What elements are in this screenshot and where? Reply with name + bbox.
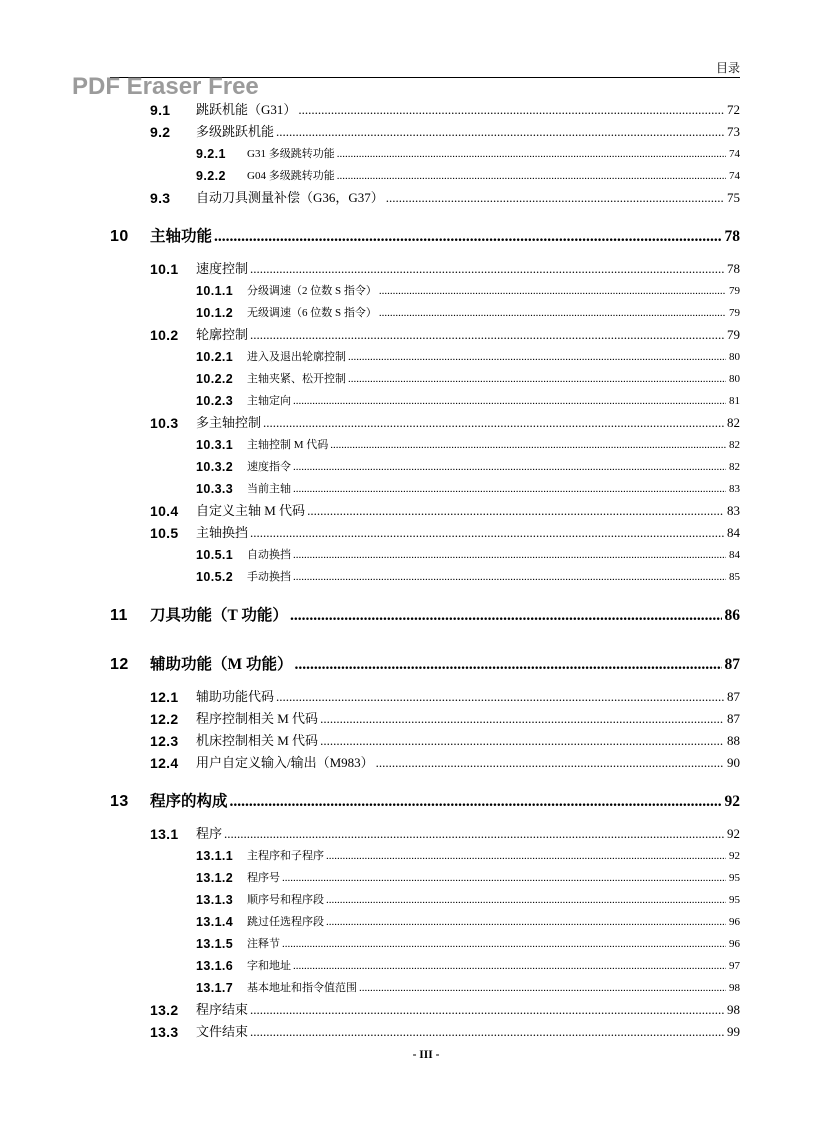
toc-entry-number: 12 <box>110 656 129 673</box>
dot-leader <box>320 730 724 752</box>
toc-entry-title: 辅助功能（M 功能） <box>150 656 293 673</box>
dot-leader <box>320 708 724 730</box>
toc-entry-title: 速度控制 <box>196 261 249 276</box>
toc-entry-number: 10.2.3 <box>196 394 234 408</box>
toc-entry-page: 82 <box>727 415 740 430</box>
toc-entry-title: 文件结束 <box>196 1024 249 1039</box>
toc-entry-title: 顺序号和程序段 <box>247 894 324 906</box>
toc-subsection-entry[interactable] <box>110 845 740 867</box>
dot-leader <box>330 434 726 456</box>
toc-subsection-entry[interactable] <box>110 346 740 368</box>
toc-entry-page: 83 <box>729 483 740 495</box>
toc-entry-number: 13.2 <box>150 1002 179 1018</box>
toc-entry-number: 12.3 <box>150 733 179 749</box>
toc-entry-page: 84 <box>729 549 740 561</box>
dot-leader <box>290 605 722 627</box>
toc-subsection-entry[interactable] <box>110 977 740 999</box>
toc-entry-title: 程序号 <box>247 872 280 884</box>
toc-section-entry[interactable] <box>110 823 740 845</box>
toc-entry-title: 程序 <box>196 826 223 841</box>
toc-entry-title: G31 多级跳转功能 <box>247 148 335 160</box>
toc-entry-page: 98 <box>727 1002 740 1017</box>
toc-entry-title: 跳跃机能（G31） <box>196 102 297 117</box>
toc-entry-title: G04 多级跳转功能 <box>247 170 335 182</box>
toc-entry-title: 基本地址和指令值范围 <box>247 982 357 994</box>
dot-leader <box>293 478 726 500</box>
toc-entry-page: 78 <box>727 261 740 276</box>
dot-leader <box>250 324 724 346</box>
toc-entry-number: 9.2 <box>150 124 171 140</box>
toc-entry-page: 75 <box>727 190 740 205</box>
toc-entry-number: 10.1 <box>150 261 179 277</box>
toc-entry-number: 10.2 <box>150 327 179 343</box>
dot-leader <box>307 500 724 522</box>
dot-leader <box>293 544 726 566</box>
toc-entry-page: 80 <box>729 351 740 363</box>
dot-leader <box>326 845 726 867</box>
toc-entry-page: 99 <box>727 1024 740 1039</box>
dot-leader <box>376 752 724 774</box>
toc-section-entry[interactable] <box>110 708 740 730</box>
dot-leader <box>326 911 726 933</box>
toc-entry-title: 主轴功能 <box>150 228 213 245</box>
toc-entry-number: 12.2 <box>150 711 179 727</box>
toc-entry-title: 自定义主轴 M 代码 <box>196 503 306 518</box>
toc-entry-page: 95 <box>729 872 740 884</box>
toc-entry-title: 注释节 <box>247 938 280 950</box>
toc-subsection-entry[interactable] <box>110 955 740 977</box>
toc-subsection-entry[interactable] <box>110 368 740 390</box>
toc-entry-number: 13.1.5 <box>196 937 234 951</box>
toc-entry-number: 13.1.2 <box>196 871 234 885</box>
toc-entry-page: 96 <box>729 916 740 928</box>
toc-section-entry[interactable] <box>110 121 740 143</box>
toc-entry-title: 主轴定向 <box>247 395 291 407</box>
toc-entry-title: 主轴换挡 <box>196 525 249 540</box>
toc-chapter-entry[interactable] <box>110 791 740 813</box>
toc-subsection-entry[interactable] <box>110 478 740 500</box>
toc-subsection-entry[interactable] <box>110 434 740 456</box>
toc-entry-title: 手动换挡 <box>247 571 291 583</box>
dot-leader <box>295 654 722 676</box>
toc-entry-page: 85 <box>729 571 740 583</box>
dot-leader <box>359 977 726 999</box>
toc-entry-page: 84 <box>727 525 740 540</box>
toc-entry-page: 88 <box>727 733 740 748</box>
toc-entry-page: 78 <box>724 228 740 245</box>
toc-section-entry[interactable] <box>110 99 740 121</box>
toc-entry-number: 10.2.1 <box>196 350 234 364</box>
toc-entry-title: 主程序和子程序 <box>247 850 324 862</box>
toc-entry-page: 92 <box>727 826 740 841</box>
toc-entry-number: 10 <box>110 228 129 245</box>
toc-entry-number: 10.3 <box>150 415 179 431</box>
toc-subsection-entry[interactable] <box>110 143 740 165</box>
toc-entry-page: 74 <box>729 148 740 160</box>
toc-entry-number: 10.3.2 <box>196 460 234 474</box>
toc-entry-title: 速度指令 <box>247 461 291 473</box>
toc-entry-number: 12.1 <box>150 689 179 705</box>
toc-section-entry[interactable] <box>110 324 740 346</box>
dot-leader <box>276 121 724 143</box>
dot-leader <box>230 791 722 813</box>
toc-entry-page: 98 <box>729 982 740 994</box>
toc-entry-page: 90 <box>727 755 740 770</box>
toc-entry-title: 机床控制相关 M 代码 <box>196 733 319 748</box>
toc-entry-title: 用户自定义输入/输出（M983） <box>196 755 374 770</box>
toc-entry-number: 10.2.2 <box>196 372 234 386</box>
dot-leader <box>293 566 726 588</box>
toc-entry-number: 13.1.7 <box>196 981 234 995</box>
dot-leader <box>379 280 726 302</box>
toc-entry-title: 多级跳跃机能 <box>196 124 275 139</box>
toc-chapter-entry[interactable] <box>110 605 740 627</box>
toc-entry-title: 自动刀具测量补偿（G36，G37） <box>196 190 384 205</box>
dot-leader <box>337 143 726 165</box>
toc-entry-page: 96 <box>729 938 740 950</box>
toc-entry-title: 进入及退出轮廓控制 <box>247 351 346 363</box>
toc-entry-page: 83 <box>727 503 740 518</box>
toc-entry-number: 13.1.4 <box>196 915 234 929</box>
toc-entry-title: 主轴控制 M 代码 <box>247 439 329 451</box>
toc-entry-number: 13.1.1 <box>196 849 234 863</box>
toc-subsection-entry[interactable] <box>110 390 740 412</box>
toc-entry-number: 9.1 <box>150 102 171 118</box>
dot-leader <box>293 955 726 977</box>
dot-leader <box>293 456 726 478</box>
toc-entry-title: 程序结束 <box>196 1002 249 1017</box>
toc-subsection-entry[interactable] <box>110 544 740 566</box>
toc-entry-page: 81 <box>729 395 740 407</box>
page-footer-number: - III - <box>412 1049 440 1061</box>
toc-entry-title: 主轴夹紧、松开控制 <box>247 373 346 385</box>
toc-section-entry[interactable] <box>110 999 740 1021</box>
toc-entry-number: 10.4 <box>150 503 179 519</box>
toc-entry-title: 跳过任选程序段 <box>247 916 324 928</box>
toc-entry-page: 79 <box>729 285 740 297</box>
toc-entry-number: 10.5.2 <box>196 570 234 584</box>
dot-leader <box>250 999 724 1021</box>
toc-entry-page: 95 <box>729 894 740 906</box>
toc-entry-number: 10.5 <box>150 525 179 541</box>
toc-entry-title: 辅助功能代码 <box>196 689 275 704</box>
toc-subsection-entry[interactable] <box>110 165 740 187</box>
dot-leader <box>386 187 724 209</box>
toc-entry-page: 87 <box>727 689 740 704</box>
toc-entry-page: 82 <box>729 439 740 451</box>
toc-entry-page: 72 <box>727 102 740 117</box>
toc-entry-page: 79 <box>729 307 740 319</box>
toc-subsection-entry[interactable] <box>110 911 740 933</box>
dot-leader <box>379 302 726 324</box>
toc-entry-page: 82 <box>729 461 740 473</box>
toc-entry-page: 74 <box>729 170 740 182</box>
dot-leader <box>293 390 726 412</box>
dot-leader <box>276 686 724 708</box>
toc-section-entry[interactable] <box>110 686 740 708</box>
toc-entry-page: 87 <box>724 656 740 673</box>
toc-entry-number: 10.1.2 <box>196 306 234 320</box>
dot-leader <box>282 867 726 889</box>
toc-entry-number: 13 <box>110 793 129 810</box>
toc-entry-title: 字和地址 <box>247 960 291 972</box>
toc-entry-number: 13.1.6 <box>196 959 234 973</box>
toc-subsection-entry[interactable] <box>110 867 740 889</box>
watermark: PDF Eraser Free <box>72 73 259 100</box>
toc-list <box>110 99 740 1043</box>
dot-leader <box>250 1021 724 1043</box>
toc-subsection-entry[interactable] <box>110 456 740 478</box>
toc-subsection-entry[interactable] <box>110 566 740 588</box>
toc-entry-page: 73 <box>727 124 740 139</box>
toc-subsection-entry[interactable] <box>110 889 740 911</box>
toc-entry-page: 86 <box>724 607 740 624</box>
dot-leader <box>224 823 724 845</box>
toc-entry-page: 97 <box>729 960 740 972</box>
toc-section-entry[interactable] <box>110 187 740 209</box>
toc-entry-number: 10.5.1 <box>196 548 234 562</box>
toc-entry-title: 程序控制相关 M 代码 <box>196 711 319 726</box>
toc-section-entry[interactable] <box>110 522 740 544</box>
toc-entry-title: 分级调速（2 位数 S 指令） <box>247 285 377 297</box>
toc-entry-number: 13.1 <box>150 826 179 842</box>
toc-section-entry[interactable] <box>110 1021 740 1043</box>
toc-entry-page: 79 <box>727 327 740 342</box>
dot-leader <box>250 522 724 544</box>
toc-entry-number: 10.3.1 <box>196 438 234 452</box>
dot-leader <box>326 889 726 911</box>
toc-subsection-entry[interactable] <box>110 933 740 955</box>
toc-entry-number: 9.3 <box>150 190 171 206</box>
toc-entry-number: 11 <box>110 607 128 624</box>
toc-entry-title: 多主轴控制 <box>196 415 262 430</box>
toc-entry-page: 92 <box>729 850 740 862</box>
toc-section-entry[interactable] <box>110 500 740 522</box>
dot-leader <box>348 346 726 368</box>
dot-leader <box>298 99 724 121</box>
toc-subsection-entry[interactable] <box>110 280 740 302</box>
toc-chapter-entry[interactable] <box>110 226 740 248</box>
toc-entry-title: 当前主轴 <box>247 483 291 495</box>
toc-entry-page: 87 <box>727 711 740 726</box>
toc-entry-page: 92 <box>724 793 740 810</box>
toc-entry-number: 13.1.3 <box>196 893 234 907</box>
toc-entry-number: 9.2.1 <box>196 147 226 161</box>
dot-leader <box>348 368 726 390</box>
dot-leader <box>263 412 724 434</box>
toc-chapter-entry[interactable] <box>110 654 740 676</box>
toc-entry-title: 轮廓控制 <box>196 327 249 342</box>
toc-entry-number: 10.3.3 <box>196 482 234 496</box>
dot-leader <box>282 933 726 955</box>
toc-entry-title: 自动换挡 <box>247 549 291 561</box>
toc-section-entry[interactable] <box>110 752 740 774</box>
toc-section-entry[interactable] <box>110 730 740 752</box>
toc-entry-title: 无级调速（6 位数 S 指令） <box>247 307 377 319</box>
dot-leader <box>250 258 724 280</box>
toc-entry-number: 13.3 <box>150 1024 179 1040</box>
page-header-title: 目录 <box>715 61 740 75</box>
dot-leader <box>337 165 726 187</box>
toc-subsection-entry[interactable] <box>110 302 740 324</box>
toc-entry-title: 程序的构成 <box>150 793 228 810</box>
toc-entry-number: 12.4 <box>150 755 179 771</box>
toc-entry-page: 80 <box>729 373 740 385</box>
toc-section-entry[interactable] <box>110 258 740 280</box>
dot-leader <box>214 226 721 248</box>
toc-entry-number: 10.1.1 <box>196 284 234 298</box>
toc-entry-title: 刀具功能（T 功能） <box>150 607 288 624</box>
toc-entry-number: 9.2.2 <box>196 169 226 183</box>
toc-section-entry[interactable] <box>110 412 740 434</box>
